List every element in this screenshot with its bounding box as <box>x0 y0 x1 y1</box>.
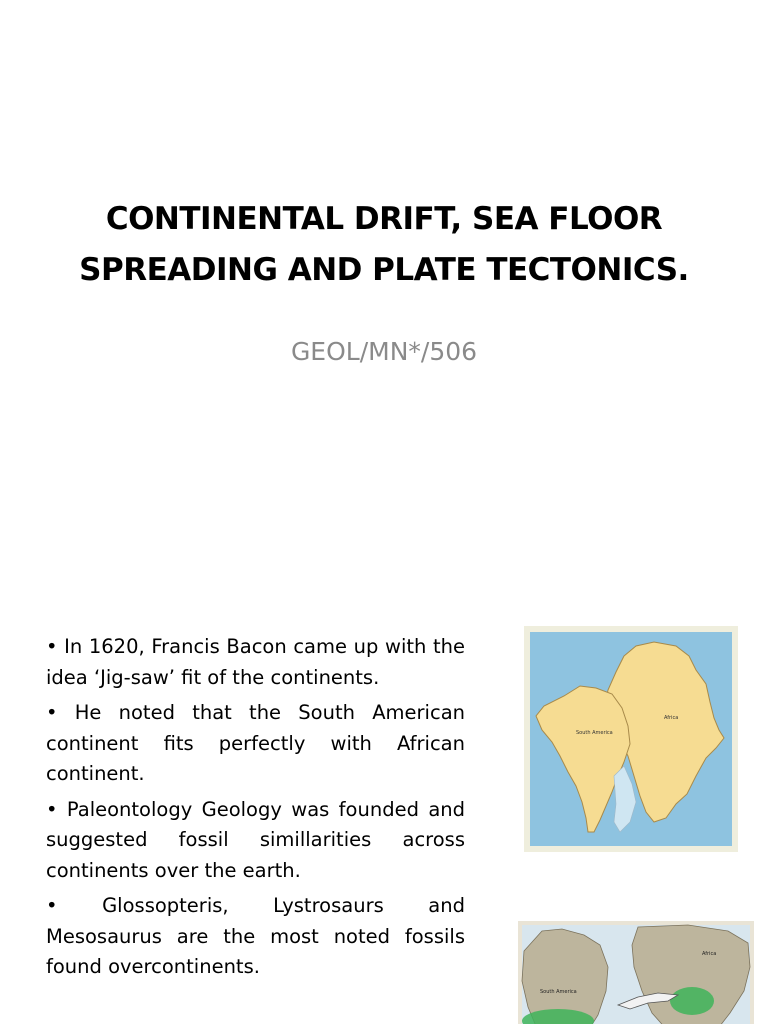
fossil-distribution-map <box>518 921 754 1024</box>
label-south-america: South America <box>576 730 613 736</box>
label-south-america: South America <box>540 989 577 995</box>
slide-subtitle: GEOL/MN*/506 <box>290 337 478 366</box>
jigsaw-fit-map-image <box>524 626 738 852</box>
slide-title <box>40 194 728 296</box>
fossil-distribution-map-image <box>518 921 754 1024</box>
bullet-item: • Paleontology Geology was founded and suggested fossil simillarities across continents over the earth. <box>46 797 465 882</box>
bullet-item: • He noted that the South American continent fits perfectly with African continent. <box>46 701 465 785</box>
label-africa: Africa <box>702 951 717 957</box>
label-africa: Africa <box>664 715 679 721</box>
slide-title-line-1: CONTINENTAL DRIFT, SEA FLOOR <box>105 201 663 237</box>
bullet-item: • In 1620, Francis Bacon came up with the idea ‘Jig-saw’ fit of the continents. <box>46 635 465 689</box>
jigsaw-fit-map <box>524 626 738 852</box>
slide-title-line-2: SPREADING AND PLATE TECTONICS. <box>79 252 689 288</box>
bullet-list <box>46 632 465 988</box>
bullet-item: • Glossopteris, Lystrosaurs and Mesosaurus are the most noted fossils found overcontinents. <box>46 894 465 978</box>
fossil-zone-africa <box>670 987 714 1015</box>
